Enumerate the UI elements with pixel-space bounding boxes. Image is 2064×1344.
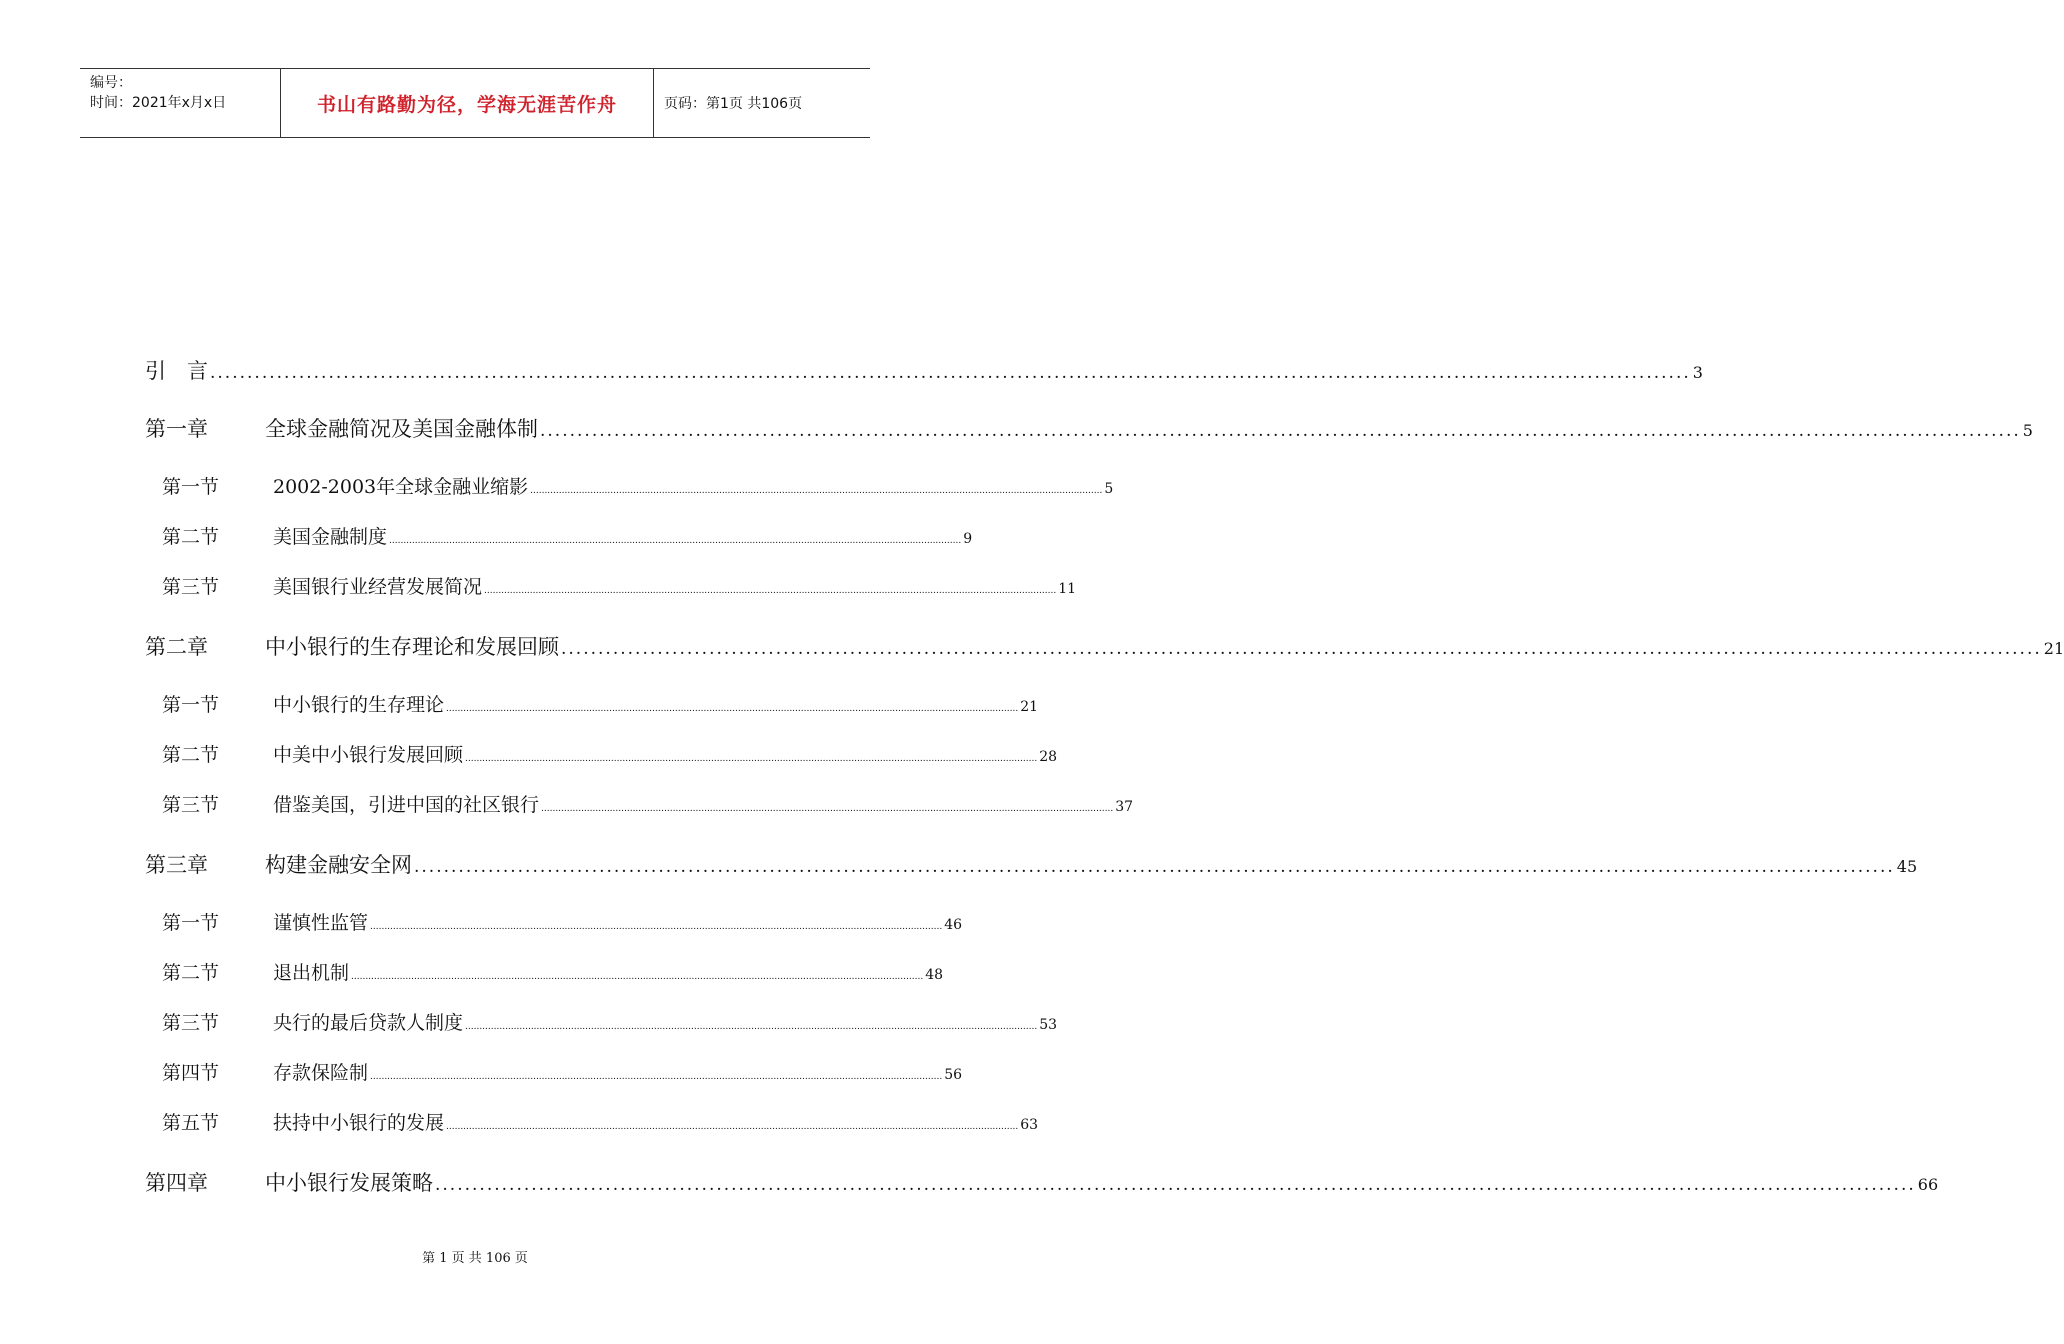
toc-number: 第一节 bbox=[162, 476, 220, 498]
toc-section-row[interactable] bbox=[145, 1058, 963, 1085]
toc-title: 全球金融简况及美国金融体制 bbox=[265, 417, 538, 441]
toc-page-number: 53 bbox=[1039, 1017, 1058, 1033]
toc-section-row[interactable] bbox=[145, 958, 944, 985]
toc-leader-dots: ........................................................................................................................................................................................................ bbox=[435, 1175, 1916, 1195]
toc-title: 2002-2003年全球金融业缩影 bbox=[273, 476, 529, 498]
toc-page-number: 9 bbox=[963, 531, 973, 547]
toc-title: 美国金融制度 bbox=[273, 526, 388, 548]
toc-chapter-row[interactable] bbox=[145, 1167, 1939, 1197]
toc-leader-dots: ........................................................................................................................................................................................................ bbox=[210, 363, 1691, 383]
time-label: 时间：2021年x月x日 bbox=[90, 95, 227, 111]
header-meta bbox=[80, 69, 281, 137]
toc-chapter-row[interactable] bbox=[145, 849, 1918, 879]
toc-number: 第三节 bbox=[162, 794, 220, 816]
toc-title: 构建金融安全网 bbox=[265, 853, 412, 877]
toc-section-row[interactable] bbox=[145, 908, 963, 935]
toc-page-number: 21 bbox=[1020, 699, 1039, 715]
toc-number: 第五节 bbox=[162, 1112, 220, 1134]
toc-leader-dots: ........................................................................................................................................................................................................ bbox=[561, 639, 2042, 659]
toc-number: 第三节 bbox=[162, 1012, 220, 1034]
toc-page-number: 5 bbox=[2022, 421, 2033, 440]
toc-number: 第一章 bbox=[145, 417, 208, 441]
toc-section-row[interactable] bbox=[145, 472, 1114, 499]
toc-page-number: 46 bbox=[944, 917, 963, 933]
toc-leader-dots: ........................................................................................................................................................................................................ bbox=[370, 922, 943, 932]
toc-number: 引 言 bbox=[145, 359, 208, 383]
toc-number: 第二章 bbox=[145, 635, 208, 659]
toc-section-row[interactable] bbox=[145, 572, 1077, 599]
toc-section-row[interactable] bbox=[145, 690, 1039, 717]
toc-leader-dots: ........................................................................................................................................................................................................ bbox=[389, 536, 962, 546]
toc-leader-dots: ........................................................................................................................................................................................................ bbox=[530, 486, 1103, 496]
toc-page-number: 28 bbox=[1039, 749, 1058, 765]
toc-title: 央行的最后贷款人制度 bbox=[273, 1012, 464, 1034]
toc-title: 扶持中小银行的发展 bbox=[273, 1112, 445, 1134]
toc-section-row[interactable] bbox=[145, 522, 973, 549]
toc-page-number: 45 bbox=[1896, 857, 1918, 876]
toc-leader-dots: ........................................................................................................................................................................................................ bbox=[484, 586, 1057, 596]
toc-leader-dots: ........................................................................................................................................................................................................ bbox=[540, 421, 2021, 441]
toc-page-number: 21 bbox=[2043, 639, 2064, 658]
toc-page-number: 37 bbox=[1115, 799, 1134, 815]
toc-number: 第四节 bbox=[162, 1062, 220, 1084]
toc-page-number: 63 bbox=[1020, 1117, 1039, 1133]
toc-leader-dots: ........................................................................................................................................................................................................ bbox=[370, 1072, 943, 1082]
page-header bbox=[80, 68, 870, 138]
toc-title: 中美中小银行发展回顾 bbox=[273, 744, 464, 766]
toc-page-number: 56 bbox=[944, 1067, 963, 1083]
toc-page-number: 3 bbox=[1692, 363, 1703, 382]
toc-title: 中小银行的生存理论和发展回顾 bbox=[265, 635, 559, 659]
toc-number: 第一节 bbox=[162, 912, 220, 934]
toc-page-number: 66 bbox=[1917, 1175, 1939, 1194]
toc-section-row[interactable] bbox=[145, 1108, 1039, 1135]
toc-section-row[interactable] bbox=[145, 1008, 1058, 1035]
toc-number: 第二节 bbox=[162, 526, 220, 548]
toc-section-row[interactable] bbox=[145, 790, 1134, 817]
toc-chapter-row[interactable] bbox=[145, 413, 2033, 443]
toc-page-number: 11 bbox=[1058, 581, 1077, 597]
toc-title: 借鉴美国，引进中国的社区银行 bbox=[273, 794, 540, 816]
toc-title: 存款保险制 bbox=[273, 1062, 369, 1084]
code-label: 编号： bbox=[90, 75, 132, 91]
toc-section-row[interactable] bbox=[145, 740, 1058, 767]
toc-number: 第二节 bbox=[162, 744, 220, 766]
toc-number: 第四章 bbox=[145, 1171, 208, 1195]
toc-number: 第一节 bbox=[162, 694, 220, 716]
toc-page-number: 48 bbox=[925, 967, 944, 983]
toc-leader-dots: ........................................................................................................................................................................................................ bbox=[414, 857, 1895, 877]
toc-number: 第二节 bbox=[162, 962, 220, 984]
header-page-info: 页码：第1页 共106页 bbox=[664, 96, 803, 112]
toc-leader-dots: ........................................................................................................................................................................................................ bbox=[465, 754, 1038, 764]
toc-title: 中小银行发展策略 bbox=[265, 1171, 433, 1195]
toc-leader-dots: ........................................................................................................................................................................................................ bbox=[446, 704, 1019, 714]
page-footer: 第 1 页 共 106 页 bbox=[422, 1251, 528, 1266]
toc-number: 第三节 bbox=[162, 576, 220, 598]
toc-title: 退出机制 bbox=[273, 962, 350, 984]
toc-chapter-row[interactable] bbox=[145, 631, 2064, 661]
toc-chapter-row[interactable] bbox=[145, 355, 1703, 385]
toc-leader-dots: ........................................................................................................................................................................................................ bbox=[446, 1122, 1019, 1132]
header-motto: 书山有路勤为径，学海无涯苦作舟 bbox=[281, 69, 654, 137]
toc-leader-dots: ........................................................................................................................................................................................................ bbox=[351, 972, 924, 982]
toc-title: 谨慎性监管 bbox=[273, 912, 369, 934]
toc-leader-dots: ........................................................................................................................................................................................................ bbox=[465, 1022, 1038, 1032]
toc-leader-dots: ........................................................................................................................................................................................................ bbox=[541, 804, 1114, 814]
toc-title: 美国银行业经营发展简况 bbox=[273, 576, 483, 598]
toc-title: 中小银行的生存理论 bbox=[273, 694, 445, 716]
toc-page-number: 5 bbox=[1104, 481, 1114, 497]
toc-number: 第三章 bbox=[145, 853, 208, 877]
